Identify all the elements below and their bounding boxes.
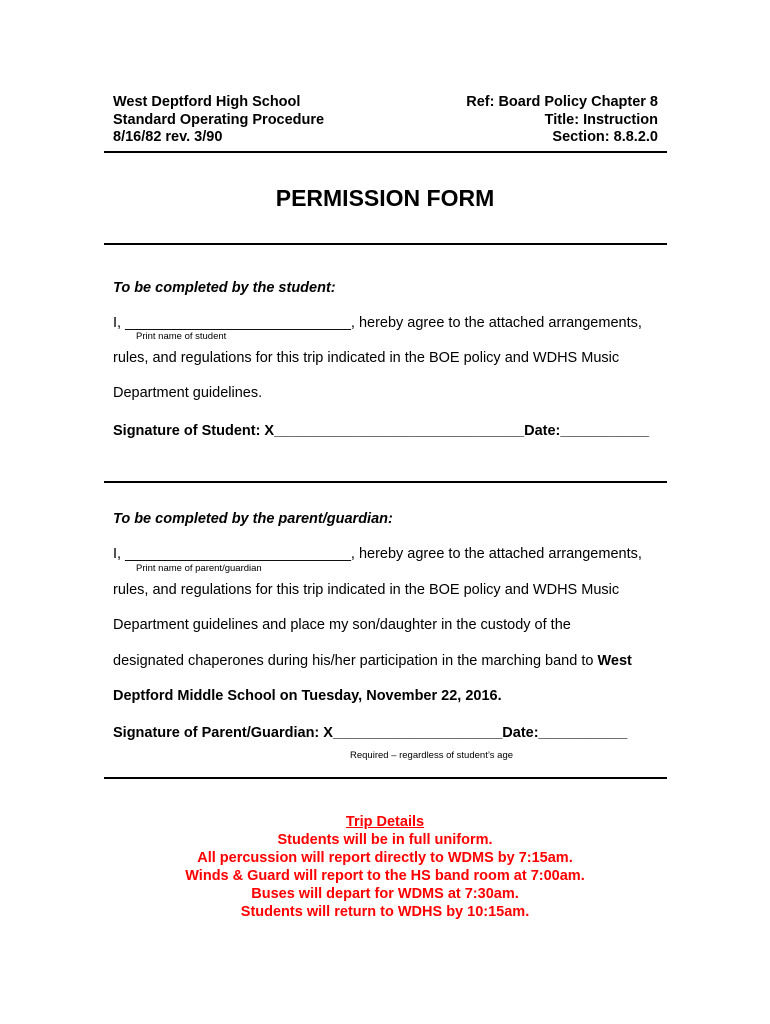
parent-chaperones-line [113, 653, 632, 669]
parent-heading: To be completed by the parent/guardian: [113, 511, 393, 527]
student-rules-line: rules, and regulations for this trip indicated in the BOE policy and WDHS Music [113, 350, 620, 366]
trip-heading: Trip Details [345, 814, 425, 830]
header-right [466, 94, 658, 147]
chaperones-text: designated chaperones during his/her participation in the marching band to [113, 653, 598, 669]
title-divider [104, 243, 667, 245]
student-signature-line[interactable]: Signature of Student: X_______________________________Date:___________ [113, 423, 650, 439]
student-name-hint: Print name of student [136, 331, 227, 342]
student-agree-line: I, ____________________________, hereby agree to the attached arrangements, [113, 315, 642, 331]
student-guidelines-line: Department guidelines. [113, 385, 263, 401]
parent-guidelines-line: Department guidelines and place my son/daughter in the custody of the [113, 617, 571, 633]
student-heading: To be completed by the student: [113, 280, 336, 296]
trip-line: Students will return to WDHS by 10:15am. [240, 904, 530, 920]
policy-section: Section: 8.8.2.0 [552, 129, 658, 145]
trip-details [0, 813, 770, 921]
parent-agree-line: I, ____________________________, hereby agree to the attached arrangements, [113, 546, 642, 562]
parent-signature-line[interactable]: Signature of Parent/Guardian: X_____________________Date:___________ [113, 725, 628, 741]
school-name: West Deptford High School [113, 94, 301, 110]
trip-line: Students will be in full uniform. [277, 832, 493, 848]
policy-title: Title: Instruction [544, 111, 658, 128]
parent-event-line: Deptford Middle School on Tuesday, November 22, 2016. [113, 688, 502, 704]
procedure-label: Standard Operating Procedure [113, 111, 325, 128]
header-left [113, 94, 324, 147]
student-divider [104, 481, 667, 483]
header-divider [104, 151, 667, 153]
parent-divider [104, 777, 667, 779]
revision-date: 8/16/82 rev. 3/90 [113, 129, 223, 145]
trip-line: Winds & Guard will report to the HS band room at 7:00am. [185, 868, 585, 884]
page-title: PERMISSION FORM [275, 185, 495, 211]
chaperones-bold: West [597, 653, 632, 669]
trip-line: Buses will depart for WDMS at 7:30am. [251, 886, 519, 902]
required-note: Required – regardless of student’s age [350, 750, 514, 761]
policy-ref: Ref: Board Policy Chapter 8 [466, 94, 658, 110]
parent-rules-line: rules, and regulations for this trip indicated in the BOE policy and WDHS Music [113, 582, 620, 598]
parent-name-hint: Print name of parent/guardian [136, 563, 262, 574]
trip-line: All percussion will report directly to WDMS by 7:15am. [197, 850, 573, 866]
